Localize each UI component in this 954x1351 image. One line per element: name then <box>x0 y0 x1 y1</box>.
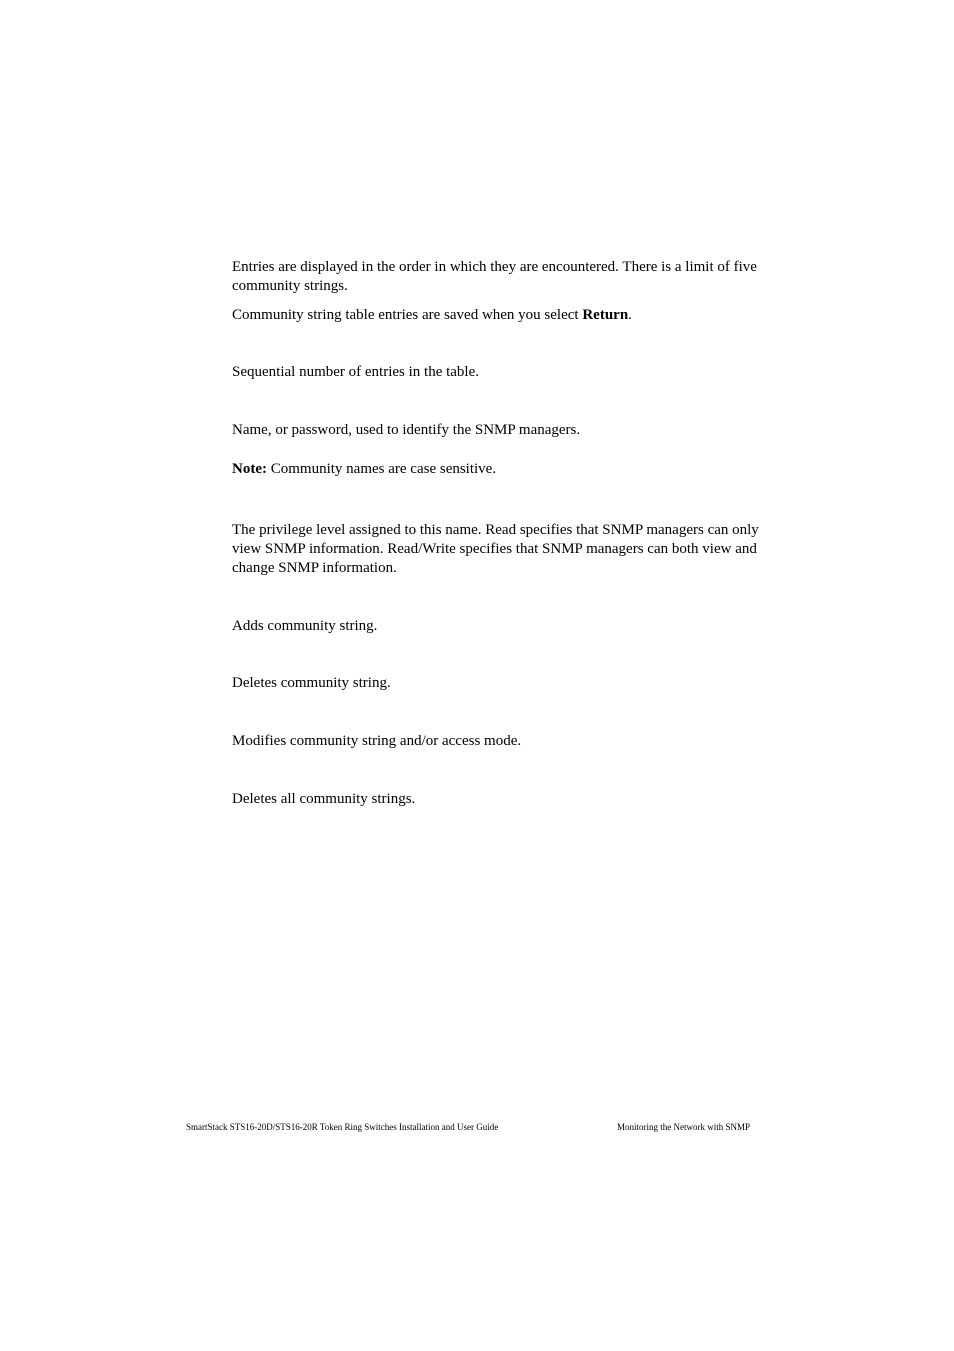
saved-text-prefix: Community string table entries are saved when you select <box>232 307 583 323</box>
deletes-description: Deletes community string. <box>232 675 391 691</box>
modifies-description: Modifies community string and/or access mode. <box>232 733 522 749</box>
deletes-all-description: Deletes all community strings. <box>232 791 416 807</box>
sequential-description: Sequential number of entries in the table. <box>232 364 480 380</box>
note-paragraph <box>232 460 762 479</box>
name-description: Name, or password, used to identify the SNMP managers. <box>232 422 581 438</box>
adds-description: Adds community string. <box>232 618 378 634</box>
privilege-description: The privilege level assigned to this name. Read specifies that SNMP managers can only view SNMP information. Read/Write specifies that SNMP managers can both view and change SNMP information. <box>232 522 759 576</box>
footer-chapter-title: Monitoring the Network with SNMP <box>617 1122 751 1132</box>
saved-paragraph <box>232 306 762 325</box>
note-label: Note: <box>232 461 267 477</box>
footer-guide-title: SmartStack STS16-20D/STS16-20R Token Ring Switches Installation and User Guide <box>186 1122 499 1132</box>
entries-order-paragraph: Entries are displayed in the order in which they are encountered. There is a limit of five community strings. <box>232 259 757 294</box>
return-keyword: Return <box>582 307 629 323</box>
note-text: Community names are case sensitive. <box>266 461 497 477</box>
saved-text-suffix: . <box>628 307 632 323</box>
